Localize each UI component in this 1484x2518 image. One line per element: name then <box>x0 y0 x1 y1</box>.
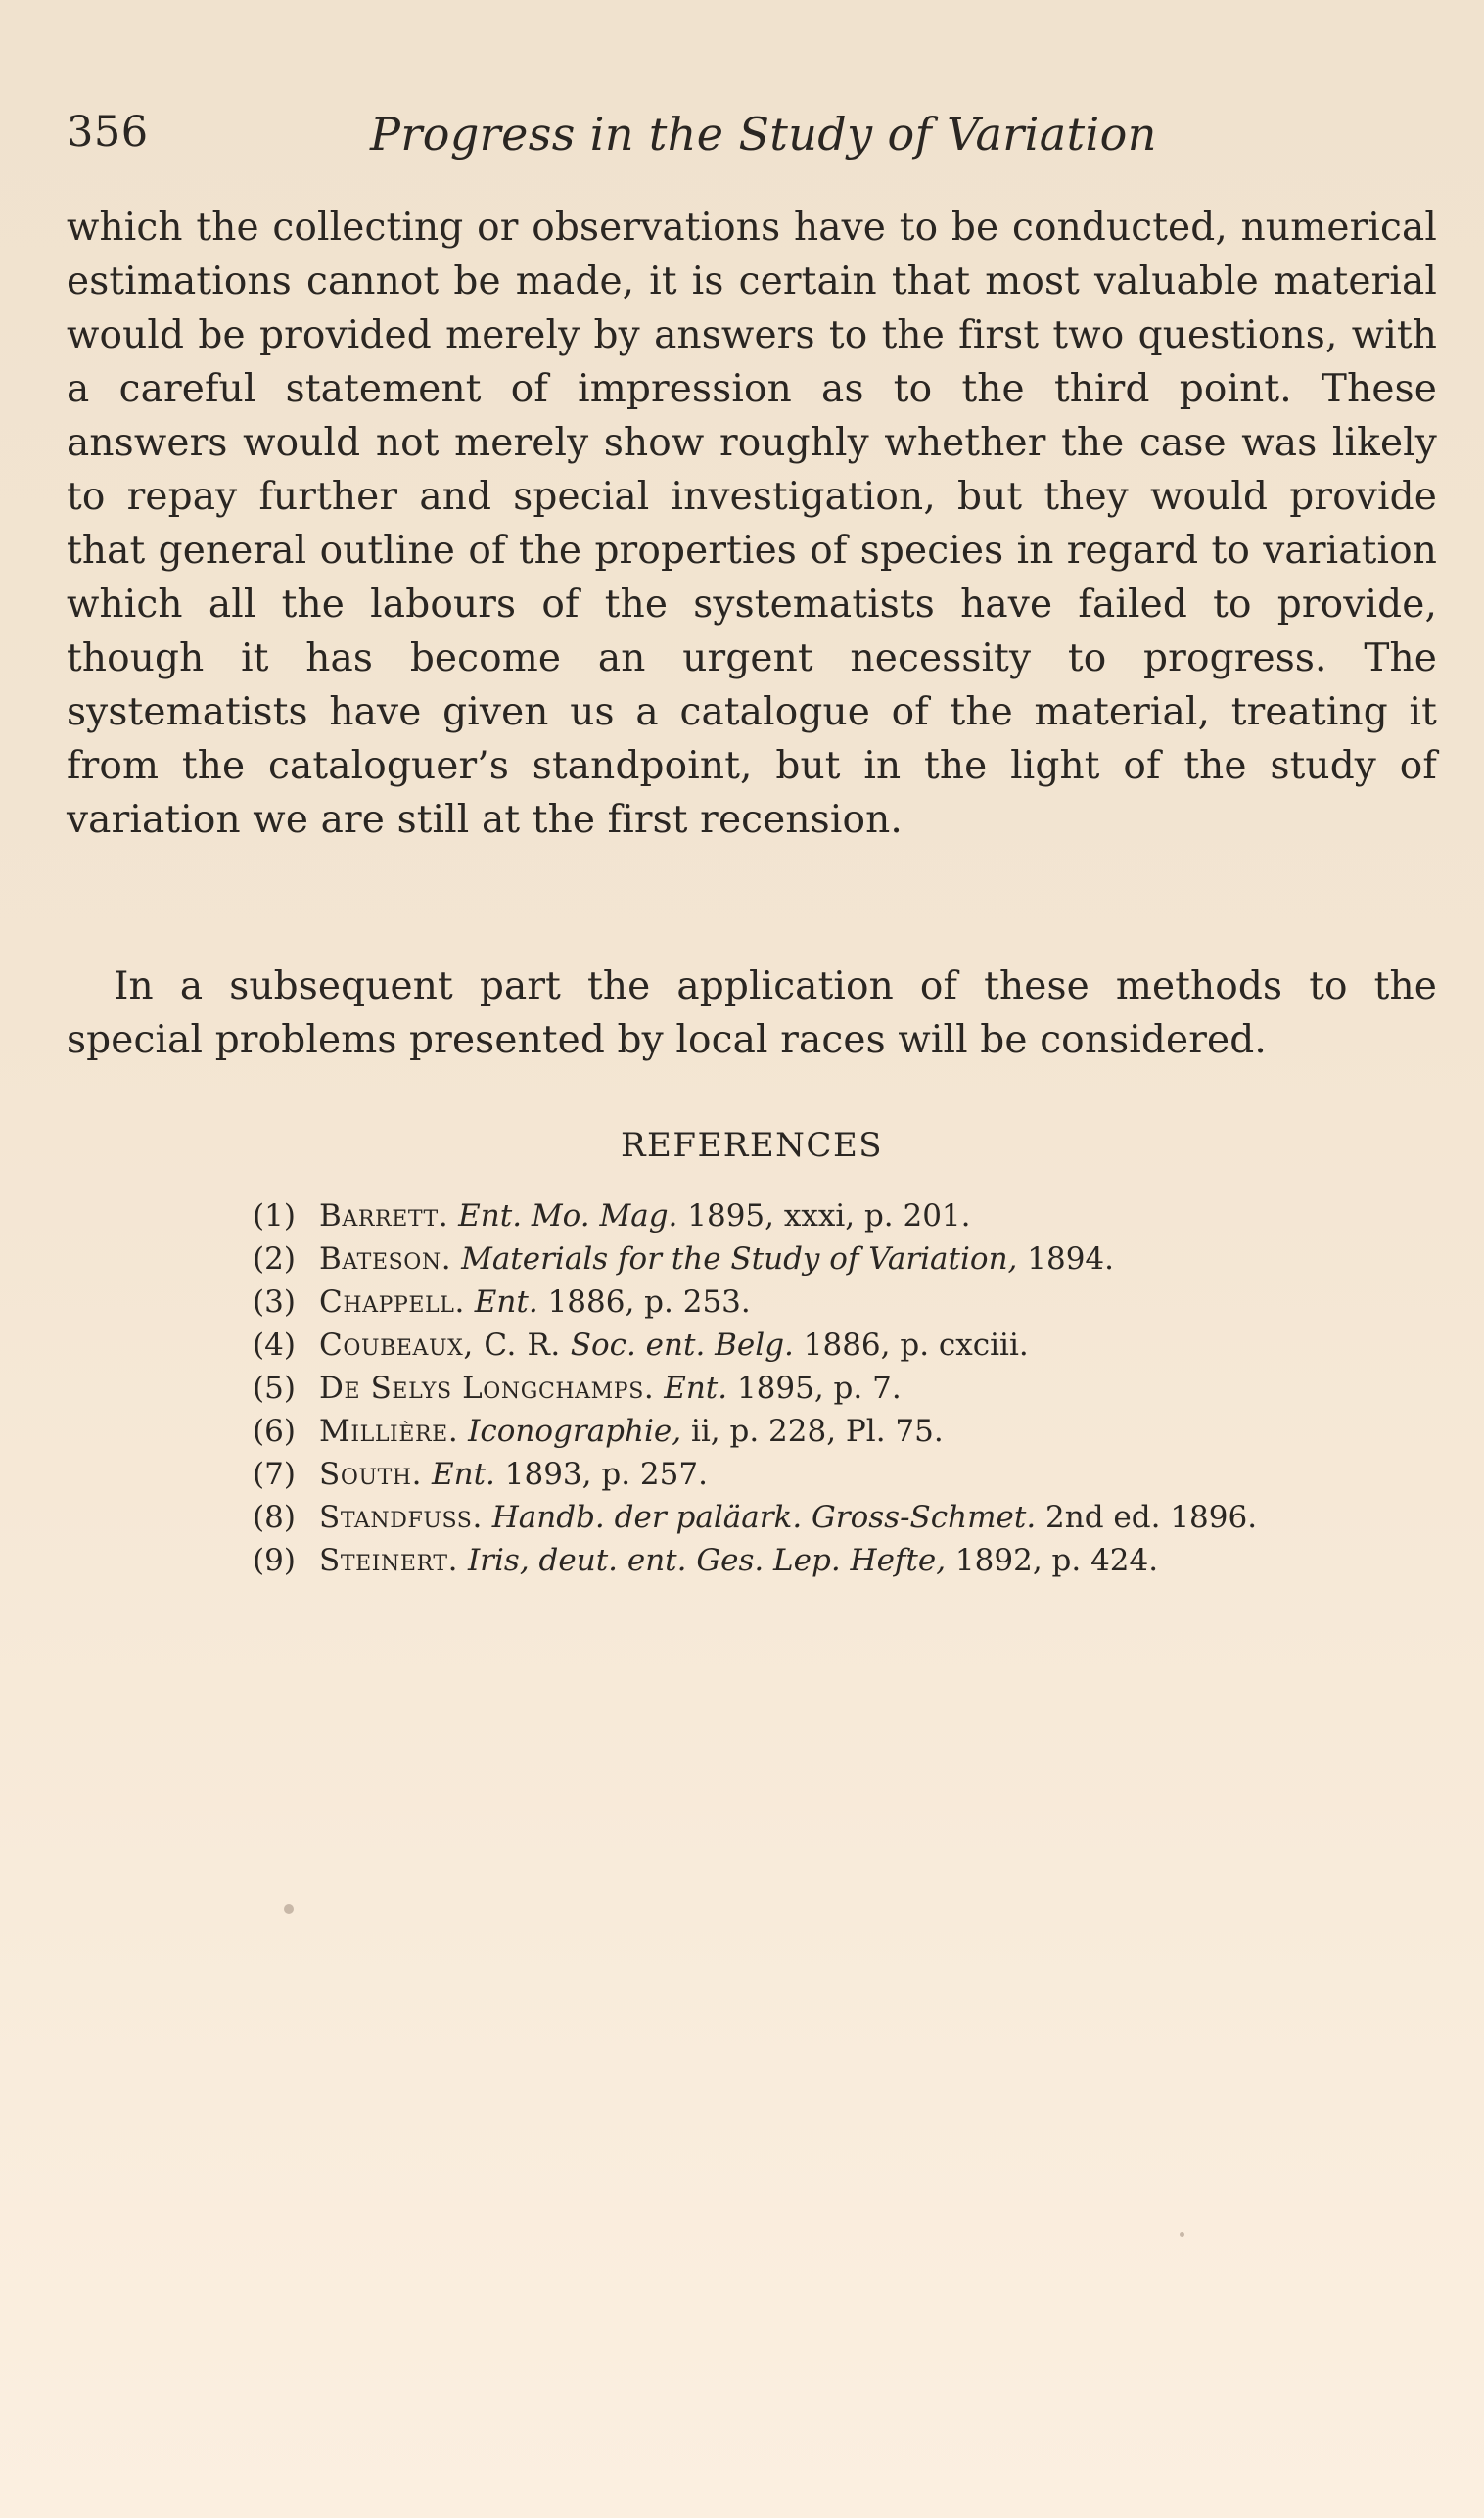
page-number: 356 <box>67 108 149 157</box>
body-paragraph-1: which the collecting or observations have to be conducted, numerical estimations cannot be made, it is certain that most valuable material would be provided merely by answers to the first two questions, with a careful statement of impression as to the third point. These answers would not merely show roughly whether the case was likely to repay further and special investigation, but they would provide that general outline of the properties of species in regard to variation which all the labours of the systematists have failed to provide, though it has become an urgent necessity to progress. The systematists have given us a catalogue of the material, treating it from the cataloguer’s standpoint, but in the light of the study of variation we are still at the first recension. <box>67 206 1437 842</box>
reference-item <box>253 1410 1378 1453</box>
body-paragraph-2: In a subsequent part the application of these methods to the special problems presented by local races will be considered. <box>67 964 1437 1062</box>
running-title: Progress in the Study of Variation <box>370 108 1157 161</box>
reference-author: Millière. <box>319 1414 459 1449</box>
reference-number: (8) <box>253 1500 296 1535</box>
reference-details: 1895, xxxi, p. 201. <box>687 1198 971 1234</box>
reference-number: (1) <box>253 1198 296 1234</box>
reference-number: (3) <box>253 1284 296 1320</box>
reference-details: 1894. <box>1027 1241 1114 1277</box>
reference-number: (6) <box>253 1414 296 1449</box>
reference-item <box>253 1324 1378 1367</box>
reference-title: Ent. Mo. Mag. <box>458 1198 678 1234</box>
reference-number: (5) <box>253 1371 296 1406</box>
reference-number: (2) <box>253 1241 296 1277</box>
reference-author: Bateson. <box>319 1241 452 1277</box>
reference-author: Coubeaux, C. R. <box>319 1328 561 1363</box>
reference-title: Iris, deut. ent. Ges. Lep. Hefte, <box>467 1543 947 1578</box>
paper-speck <box>1180 2232 1184 2237</box>
reference-details: ii, p. 228, Pl. 75. <box>690 1414 944 1449</box>
reference-author: Steinert. <box>319 1543 459 1578</box>
reference-title: Iconographie, <box>468 1414 682 1449</box>
reference-details: 1886, p. 253. <box>547 1284 751 1320</box>
reference-author: Barrett. <box>319 1198 449 1234</box>
reference-details: 1892, p. 424. <box>954 1543 1159 1578</box>
reference-number: (9) <box>253 1543 296 1578</box>
reference-title: Ent. <box>664 1371 728 1406</box>
reference-item <box>253 1539 1378 1582</box>
reference-number: (7) <box>253 1457 296 1492</box>
reference-number: (4) <box>253 1328 296 1363</box>
reference-item <box>253 1281 1378 1324</box>
reference-author: Chappell. <box>319 1284 465 1320</box>
reference-title: Ent. <box>474 1284 538 1320</box>
reference-details: 1893, p. 257. <box>504 1457 708 1492</box>
reference-details: 2nd ed. 1896. <box>1045 1500 1258 1535</box>
paper-speck <box>284 1904 294 1914</box>
running-head <box>67 108 1437 176</box>
references-heading: REFERENCES <box>620 1126 884 1165</box>
reference-item <box>253 1237 1378 1281</box>
reference-details: 1886, p. cxciii. <box>803 1328 1029 1363</box>
reference-title: Ent. <box>432 1457 495 1492</box>
reference-item <box>253 1496 1378 1539</box>
reference-title: Soc. ent. Belg. <box>570 1328 794 1363</box>
reference-item <box>253 1453 1378 1496</box>
reference-item <box>253 1367 1378 1410</box>
reference-title: Materials for the Study of Variation, <box>461 1241 1018 1277</box>
book-page <box>67 108 1437 1578</box>
reference-item <box>253 1194 1378 1237</box>
reference-author: South. <box>319 1457 423 1492</box>
reference-author: De Selys Longchamps. <box>319 1371 655 1406</box>
reference-details: 1895, p. 7. <box>736 1371 902 1406</box>
reference-title: Handb. der paläark. Gross-Schmet. <box>491 1500 1037 1535</box>
reference-list <box>253 1194 1378 1582</box>
reference-author: Standfuss. <box>319 1500 483 1535</box>
